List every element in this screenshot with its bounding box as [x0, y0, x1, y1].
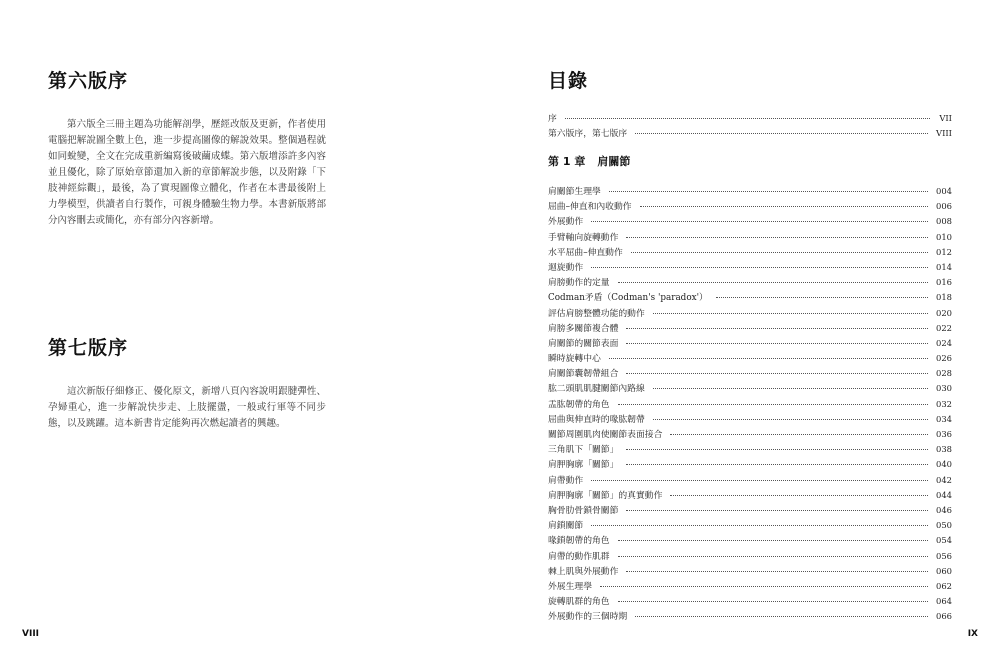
chapter-heading	[548, 153, 630, 169]
toc-entry[interactable]	[548, 473, 952, 488]
toc-entry-title: 棘上肌與外展動作	[548, 566, 619, 577]
dot-leader	[653, 388, 928, 389]
toc-entry-title: 外展動作的三個時期	[548, 612, 628, 623]
toc-entry-title: 外展動作	[548, 217, 584, 228]
toc-entry[interactable]	[548, 564, 952, 579]
toc-entry-page: 062	[936, 580, 952, 591]
seventh-edition-preface-body: 這次新版仔細修正、優化原文，新增八頁內容說明跟腱彈性、孕婦重心，進一步解說快步走、上肢擺盪，一般或行軍等不同步態，以及跳躍。這本新書肯定能夠再次燃起讀者的興趣。	[48, 386, 326, 429]
toc-entry-page: 038	[936, 444, 952, 455]
toc-entry-page: 066	[936, 611, 952, 622]
dot-leader	[653, 313, 928, 314]
toc-entry[interactable]	[548, 336, 952, 351]
toc-entry[interactable]	[548, 518, 952, 533]
dot-leader	[591, 221, 928, 222]
toc-entry-page: 032	[936, 398, 952, 409]
sixth-edition-preface-heading: 第六版序	[48, 70, 129, 92]
toc-entry-title: 外展生理學	[548, 581, 592, 592]
toc-entry-title: 肩鎖關節	[548, 521, 584, 532]
page-number-left: VIII	[22, 629, 40, 639]
chapter-entries-list	[548, 184, 952, 624]
toc-entry-page: 004	[936, 186, 952, 196]
toc-entry-title: 肩關節的關節表面	[548, 338, 619, 349]
dot-leader	[565, 118, 930, 119]
toc-entry[interactable]	[548, 381, 952, 396]
toc-entry-title: 第六版序，第七版序	[548, 129, 628, 140]
right-page	[500, 0, 1000, 667]
toc-entry-page: VII	[939, 113, 952, 123]
toc-entry[interactable]	[548, 111, 952, 126]
toc-entry[interactable]	[548, 126, 952, 141]
toc-entry-title: 旋轉肌群的角色	[548, 597, 610, 608]
toc-entry-page: 064	[936, 596, 952, 607]
dot-leader	[716, 297, 928, 298]
toc-entry-page: 024	[936, 337, 952, 348]
dot-leader	[618, 282, 928, 283]
toc-entry-title: 胸骨肋骨鎖骨關節	[548, 505, 619, 516]
dot-leader	[626, 510, 928, 511]
toc-entry-page: 016	[936, 277, 952, 288]
toc-entry[interactable]	[548, 397, 952, 412]
toc-entry-page: 012	[936, 246, 952, 257]
toc-entry[interactable]	[548, 351, 952, 366]
toc-entry[interactable]	[548, 214, 952, 229]
toc-entry-title: 肩關節生理學	[548, 187, 601, 197]
page-number-right: IX	[967, 629, 978, 639]
toc-entry[interactable]	[548, 442, 952, 457]
dot-leader	[635, 133, 928, 134]
dot-leader	[626, 449, 928, 450]
dot-leader	[591, 525, 928, 526]
toc-entry-title: 肱二頭肌肌腱關節內路線	[548, 384, 645, 395]
toc-entry-title: 肩胛胸廓「關節」的真實動作	[548, 490, 663, 501]
toc-entry-page: VIII	[936, 128, 952, 139]
toc-entry[interactable]	[548, 184, 952, 199]
toc-entry-page: 034	[936, 413, 952, 424]
dot-leader	[635, 616, 928, 617]
toc-entry[interactable]	[548, 488, 952, 503]
toc-entry[interactable]	[548, 260, 952, 275]
toc-entry[interactable]	[548, 533, 952, 548]
front-matter-list	[548, 111, 952, 141]
toc-entry[interactable]	[548, 594, 952, 609]
toc-entry[interactable]	[548, 579, 952, 594]
toc-entry[interactable]	[548, 503, 952, 518]
toc-entry-page: 018	[936, 292, 952, 303]
dot-leader	[626, 237, 928, 238]
toc-entry-page: 010	[936, 231, 952, 242]
toc-entry[interactable]	[548, 366, 952, 381]
toc-entry[interactable]	[548, 457, 952, 472]
dot-leader	[626, 343, 928, 344]
dot-leader	[618, 556, 928, 557]
toc-entry[interactable]	[548, 230, 952, 245]
toc-entry[interactable]	[548, 549, 952, 564]
dot-leader	[618, 540, 928, 541]
toc-entry[interactable]	[548, 290, 952, 305]
toc-entry-page: 044	[936, 489, 952, 500]
toc-entry-title: 手臂軸向旋轉動作	[548, 232, 619, 243]
toc-entry-title: 肩關節囊韌帶組合	[548, 369, 619, 380]
toc-entry-title: 序	[548, 114, 557, 124]
toc-entry[interactable]	[548, 245, 952, 260]
toc-entry-title: 水平屈曲–伸直動作	[548, 247, 623, 258]
toc-entry-page: 050	[936, 520, 952, 531]
dot-leader	[591, 480, 928, 481]
sixth-edition-preface-body: 第六版全三冊主題為功能解剖學，歷經改版及更新，作者使用電腦把解說圖全數上色，進一步提高圖像的解說效果。整個過程就如同蛻變，全文在完成重新編寫後破繭成蝶。第六版增添許多內容並且優化，除了原始章節還加入新的章節解說步態，以及附錄「下肢神經綜觀」，最後，為了實現圖像立體化，作者在本書最後附上力學模型，供讀者自行製作，可親身體驗生物力學。本書新版將部分內容刪去或簡化，亦有部分內容新增。	[48, 119, 326, 226]
toc-entry[interactable]	[548, 199, 952, 214]
seventh-edition-preface-heading: 第七版序	[48, 337, 129, 359]
toc-entry-page: 008	[936, 216, 952, 227]
toc-entry[interactable]	[548, 306, 952, 321]
toc-entry-title: 肩膀多關節複合體	[548, 323, 619, 334]
toc-entry-page: 054	[936, 535, 952, 546]
dot-leader	[609, 358, 928, 359]
dot-leader	[626, 373, 928, 374]
toc-entry-title: 肩胛胸廓「關節」	[548, 460, 619, 471]
toc-entry-title: 喙鎖韌帶的角色	[548, 536, 610, 547]
dot-leader	[618, 404, 928, 405]
toc-entry-title: 肩膀動作的定量	[548, 278, 610, 289]
toc-entry-title: 肩帶的動作肌群	[548, 551, 610, 562]
dot-leader	[626, 464, 928, 465]
toc-entry-title: 屈曲–伸直和內收動作	[548, 202, 632, 213]
toc-entry-title: 盂肱韌帶的角色	[548, 399, 610, 410]
toc-entry-page: 042	[936, 474, 952, 485]
toc-entry-page: 020	[936, 307, 952, 318]
chapter-title: 肩關節	[597, 155, 631, 168]
toc-entry-page: 022	[936, 322, 952, 333]
toc-entry-page: 014	[936, 261, 952, 272]
toc-entry-title: 屈曲與伸直時的喙肱韌帶	[548, 414, 645, 425]
toc-entry-title: 肩帶動作	[548, 475, 584, 486]
toc-entry-title: 迴旋動作	[548, 262, 584, 273]
toc-entry-page: 028	[936, 368, 952, 379]
dot-leader	[653, 419, 928, 420]
toc-entry-page: 026	[936, 353, 952, 364]
dot-leader	[626, 328, 928, 329]
dot-leader	[670, 495, 928, 496]
toc-entry-title: 關節周圍肌肉使關節表面接合	[548, 430, 663, 440]
dot-leader	[640, 206, 928, 207]
toc-entry[interactable]	[548, 275, 952, 290]
toc-entry-title: 瞬時旋轉中心	[548, 354, 601, 365]
toc-entry-page: 036	[936, 429, 952, 439]
dot-leader	[626, 571, 928, 572]
toc-entry[interactable]	[548, 609, 952, 624]
toc-entry-page: 056	[936, 550, 952, 561]
dot-leader	[609, 191, 928, 192]
dot-leader	[600, 586, 928, 587]
chapter-number: 第 1 章	[548, 155, 586, 168]
toc-entry-page: 040	[936, 459, 952, 470]
toc-entry-title: 三角肌下「關節」	[548, 445, 619, 456]
toc-entry-page: 006	[936, 201, 952, 212]
dot-leader	[618, 601, 928, 602]
toc-entry-title: Codman矛盾（Codman's 'paradox'）	[548, 293, 708, 304]
toc-entry[interactable]	[548, 427, 952, 442]
toc-entry-page: 030	[936, 383, 952, 394]
toc-entry[interactable]	[548, 412, 952, 427]
table-of-contents-heading: 目錄	[548, 70, 589, 92]
toc-entry[interactable]	[548, 321, 952, 336]
toc-entry-page: 060	[936, 565, 952, 576]
toc-entry-title: 評估肩膀整體功能的動作	[548, 308, 645, 319]
dot-leader	[591, 267, 928, 268]
toc-entry-page: 046	[936, 504, 952, 515]
dot-leader	[670, 434, 928, 435]
dot-leader	[631, 252, 928, 253]
